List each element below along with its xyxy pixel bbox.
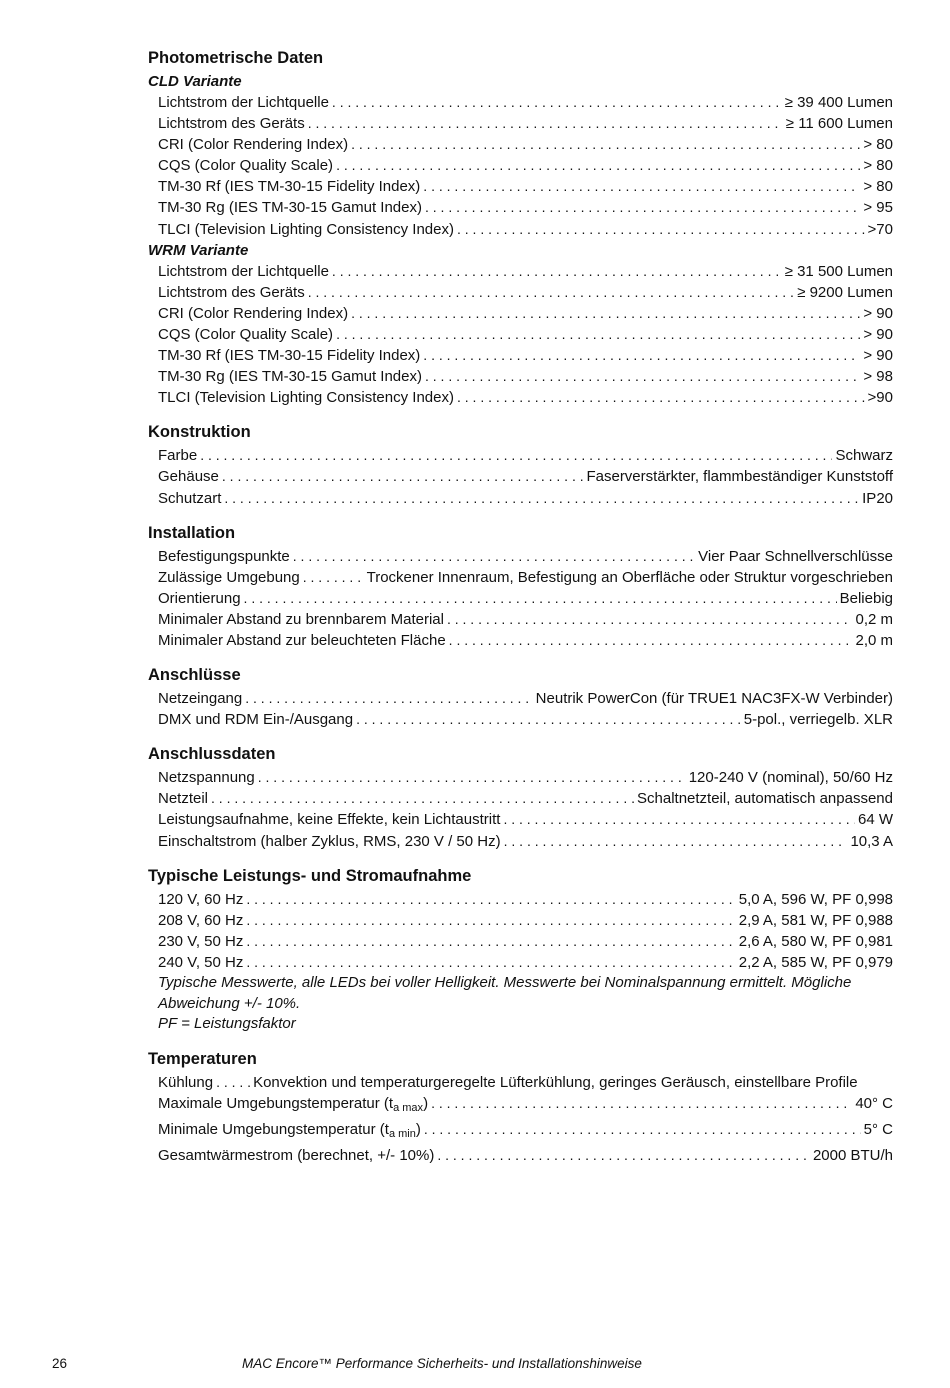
spec-value: Konvektion und temperaturgeregelte Lüfterkühlung, geringes Geräusch, einstellbare Profile <box>253 1073 858 1091</box>
spec-row <box>148 345 893 366</box>
leader-dots <box>503 809 855 830</box>
leader-dots <box>457 219 865 240</box>
leader-dots <box>423 345 860 366</box>
spec-label: Leistungsaufnahme, keine Effekte, kein Lichtaustritt <box>158 811 501 829</box>
spec-content <box>148 46 893 1178</box>
spec-row-min-temp <box>148 1119 893 1145</box>
installation-rows <box>148 546 893 651</box>
spec-value: > 90 <box>863 304 893 322</box>
leader-dots <box>425 197 860 218</box>
spec-label: CQS (Color Quality Scale) <box>158 157 334 175</box>
leader-dots <box>246 889 735 910</box>
spec-value: Faserverstärkter, flammbeständiger Kunststoff <box>586 468 893 486</box>
spec-label: Lichtstrom der Lichtquelle <box>158 262 329 280</box>
spec-label: Kühlung <box>158 1073 214 1091</box>
leader-dots <box>303 567 364 588</box>
spec-value: 40° C <box>855 1094 893 1112</box>
leader-dots <box>356 709 741 730</box>
spec-label: Minimale Umgebungstemperatur $(t_{a min})$ <box>158 1120 421 1140</box>
spec-row <box>148 134 893 155</box>
spec-row <box>148 567 893 588</box>
spec-value: > 98 <box>863 368 893 386</box>
spec-value: Schwarz <box>835 447 893 465</box>
leader-dots <box>336 324 860 345</box>
section-electrical <box>148 742 893 851</box>
leader-dots <box>246 931 735 952</box>
spec-value: 5-pol., verriegelb. XLR <box>743 711 893 729</box>
spec-value: > 90 <box>863 325 893 343</box>
spec-value: > 90 <box>863 347 893 365</box>
spec-row <box>148 910 893 931</box>
spec-label: Lichtstrom des Geräts <box>158 115 305 133</box>
spec-value: >70 <box>867 220 893 238</box>
spec-value: Schaltnetzteil, automatisch anpassend <box>637 790 893 808</box>
spec-row <box>148 387 893 408</box>
spec-row <box>148 324 893 345</box>
connections-rows <box>148 688 893 730</box>
spec-value: Vier Paar Schnellverschlüsse <box>698 547 893 565</box>
spec-label: 120 V, 60 Hz <box>158 890 244 908</box>
spec-label: Minimaler Abstand zur beleuchteten Fläche <box>158 631 446 649</box>
section-construction <box>148 420 893 508</box>
spec-label: CRI (Color Rendering Index) <box>158 136 349 154</box>
spec-label: Farbe <box>158 447 198 465</box>
spec-label: Lichtstrom des Geräts <box>158 283 305 301</box>
spec-value: 0,2 m <box>855 610 893 628</box>
electrical-rows <box>148 767 893 851</box>
spec-label: TM-30 Rg (IES TM-30-15 Gamut Index) <box>158 199 422 217</box>
spec-row <box>148 466 893 487</box>
spec-row <box>148 176 893 197</box>
spec-value: ≥ 31 500 Lumen <box>784 262 893 280</box>
leader-dots <box>258 767 686 788</box>
leader-dots <box>351 303 860 324</box>
section-temperatures <box>148 1047 893 1166</box>
leader-dots <box>457 387 865 408</box>
spec-value: >90 <box>867 389 893 407</box>
spec-row <box>148 113 893 134</box>
leader-dots <box>246 952 735 973</box>
spec-row <box>148 588 893 609</box>
spec-row <box>148 831 893 852</box>
page-number: 26 <box>52 1356 68 1371</box>
leader-dots <box>308 113 783 134</box>
spec-row-max-temp <box>148 1093 893 1119</box>
spec-value: IP20 <box>862 489 893 507</box>
spec-value: 5,0 A, 596 W, PF 0,998 <box>738 890 893 908</box>
spec-label: Minimaler Abstand zu brennbarem Material <box>158 610 444 628</box>
spec-value: 120-240 V (nominal), 50/60 Hz <box>688 769 893 787</box>
spec-label: Zulässige Umgebung <box>158 568 300 586</box>
spec-label: Netzteil <box>158 790 209 808</box>
spec-label: Einschaltstrom (halber Zyklus, RMS, 230 V / 50 Hz) <box>158 832 501 850</box>
spec-value: 5° C <box>863 1120 893 1138</box>
spec-row <box>148 546 893 567</box>
leader-dots <box>245 688 532 709</box>
spec-row <box>148 952 893 973</box>
spec-value: Trockener Innenraum, Befestigung an Oberfläche oder Struktur vorgeschrieben <box>366 568 893 586</box>
spec-row <box>148 688 893 709</box>
spec-value: ≥ 11 600 Lumen <box>785 115 893 133</box>
leader-dots <box>336 155 860 176</box>
spec-label: Gesamtwärmestrom (berechnet, +/- 10%) <box>158 1146 435 1164</box>
spec-label: Befestigungspunkte <box>158 547 290 565</box>
pf-note: PF = Leistungsfaktor <box>158 1015 296 1032</box>
spec-row <box>148 197 893 218</box>
spec-label: 230 V, 50 Hz <box>158 932 244 950</box>
spec-value: ≥ 9200 Lumen <box>797 283 893 301</box>
section-photometric <box>148 46 893 408</box>
spec-row <box>148 889 893 910</box>
spec-label: Netzeingang <box>158 690 243 708</box>
spec-row <box>148 809 893 830</box>
construction-rows <box>148 445 893 508</box>
spec-row <box>148 155 893 176</box>
wrm-rows <box>148 261 893 409</box>
leader-dots <box>308 282 794 303</box>
section-power <box>148 864 893 1035</box>
footer-title: MAC Encore™ Performance Sicherheits- und Installationshinweise <box>242 1356 642 1371</box>
leader-dots <box>332 92 782 113</box>
spec-value: 2,2 A, 585 W, PF 0,979 <box>738 953 893 971</box>
variant-title-cld: CLD Variante <box>148 73 242 90</box>
spec-label: CQS (Color Quality Scale) <box>158 325 334 343</box>
spec-label: Gehäuse <box>158 468 219 486</box>
spec-row <box>148 282 893 303</box>
section-title-installation: Installation <box>148 523 236 542</box>
spec-label: Schutzart <box>158 489 222 507</box>
leader-dots <box>332 261 782 282</box>
spec-row <box>148 788 893 809</box>
spec-label: 240 V, 50 Hz <box>158 953 244 971</box>
spec-row <box>148 219 893 240</box>
spec-value: Neutrik PowerCon (für TRUE1 NAC3FX-W Verbinder) <box>535 690 893 708</box>
spec-value: 10,3 A <box>850 832 893 850</box>
spec-row-heat <box>148 1145 893 1166</box>
leader-dots <box>293 546 695 567</box>
spec-label: Maximale Umgebungstemperatur $(t_{a max})$ <box>158 1094 429 1114</box>
spec-value: > 80 <box>863 136 893 154</box>
section-title-electrical: Anschlussdaten <box>148 745 276 764</box>
cld-rows <box>148 92 893 240</box>
spec-row <box>148 767 893 788</box>
spec-row <box>148 630 893 651</box>
spec-row <box>148 488 893 509</box>
section-connections <box>148 663 893 730</box>
spec-row <box>148 709 893 730</box>
leader-dots <box>423 176 860 197</box>
spec-row <box>148 366 893 387</box>
spec-value: Beliebig <box>839 589 893 607</box>
leader-dots <box>504 831 848 852</box>
leader-dots <box>424 1119 861 1140</box>
power-note: Typische Messwerte, alle LEDs bei voller Helligkeit. Messwerte bei Nominalspannung ermittelt. Mögliche Abweichung +/- 10%. <box>158 974 852 1012</box>
leader-dots <box>211 788 634 809</box>
spec-label: Netzspannung <box>158 769 255 787</box>
leader-dots <box>351 134 860 155</box>
spec-value: > 80 <box>863 178 893 196</box>
section-installation <box>148 521 893 651</box>
leader-dots <box>244 588 837 609</box>
spec-row <box>148 261 893 282</box>
spec-row <box>148 931 893 952</box>
variant-title-wrm: WRM Variante <box>148 241 249 259</box>
spec-label: TM-30 Rf (IES TM-30-15 Fidelity Index) <box>158 178 421 196</box>
leader-dots <box>216 1072 250 1093</box>
spec-value: 2,6 A, 580 W, PF 0,981 <box>738 932 893 950</box>
spec-row <box>148 445 893 466</box>
spec-value: 2,9 A, 581 W, PF 0,988 <box>738 911 893 929</box>
spec-label: 208 V, 60 Hz <box>158 911 244 929</box>
spec-label: Orientierung <box>158 589 241 607</box>
leader-dots <box>200 445 832 466</box>
leader-dots <box>425 366 860 387</box>
spec-row <box>148 303 893 324</box>
leader-dots <box>246 910 735 931</box>
section-title-temperatures: Temperaturen <box>148 1049 257 1068</box>
spec-value: 64 W <box>857 811 893 829</box>
section-title-photometric: Photometrische Daten <box>148 49 324 67</box>
spec-row <box>148 92 893 113</box>
power-rows <box>148 889 893 973</box>
section-title-connections: Anschlüsse <box>148 666 241 685</box>
leader-dots <box>437 1145 810 1166</box>
spec-value: > 80 <box>863 157 893 175</box>
spec-label: Lichtstrom der Lichtquelle <box>158 94 329 111</box>
section-title-power: Typische Leistungs- und Stromaufnahme <box>148 866 472 885</box>
leader-dots <box>431 1093 852 1114</box>
leader-dots <box>447 609 853 630</box>
spec-value: ≥ 39 400 Lumen <box>784 94 893 111</box>
leader-dots <box>222 466 584 487</box>
spec-value: 2,0 m <box>855 631 893 649</box>
spec-label: DMX und RDM Ein-/Ausgang <box>158 711 354 729</box>
spec-label: TM-30 Rf (IES TM-30-15 Fidelity Index) <box>158 347 421 365</box>
spec-label: CRI (Color Rendering Index) <box>158 304 349 322</box>
spec-row <box>148 609 893 630</box>
spec-value: 2000 BTU/h <box>812 1146 893 1164</box>
section-title-construction: Konstruktion <box>148 423 251 442</box>
spec-label: TLCI (Television Lighting Consistency Index) <box>158 389 454 407</box>
spec-row-cooling <box>148 1072 893 1093</box>
leader-dots <box>449 630 853 651</box>
spec-label: TM-30 Rg (IES TM-30-15 Gamut Index) <box>158 368 422 386</box>
leader-dots <box>224 488 859 509</box>
spec-value: > 95 <box>863 199 893 217</box>
spec-label: TLCI (Television Lighting Consistency Index) <box>158 220 454 238</box>
